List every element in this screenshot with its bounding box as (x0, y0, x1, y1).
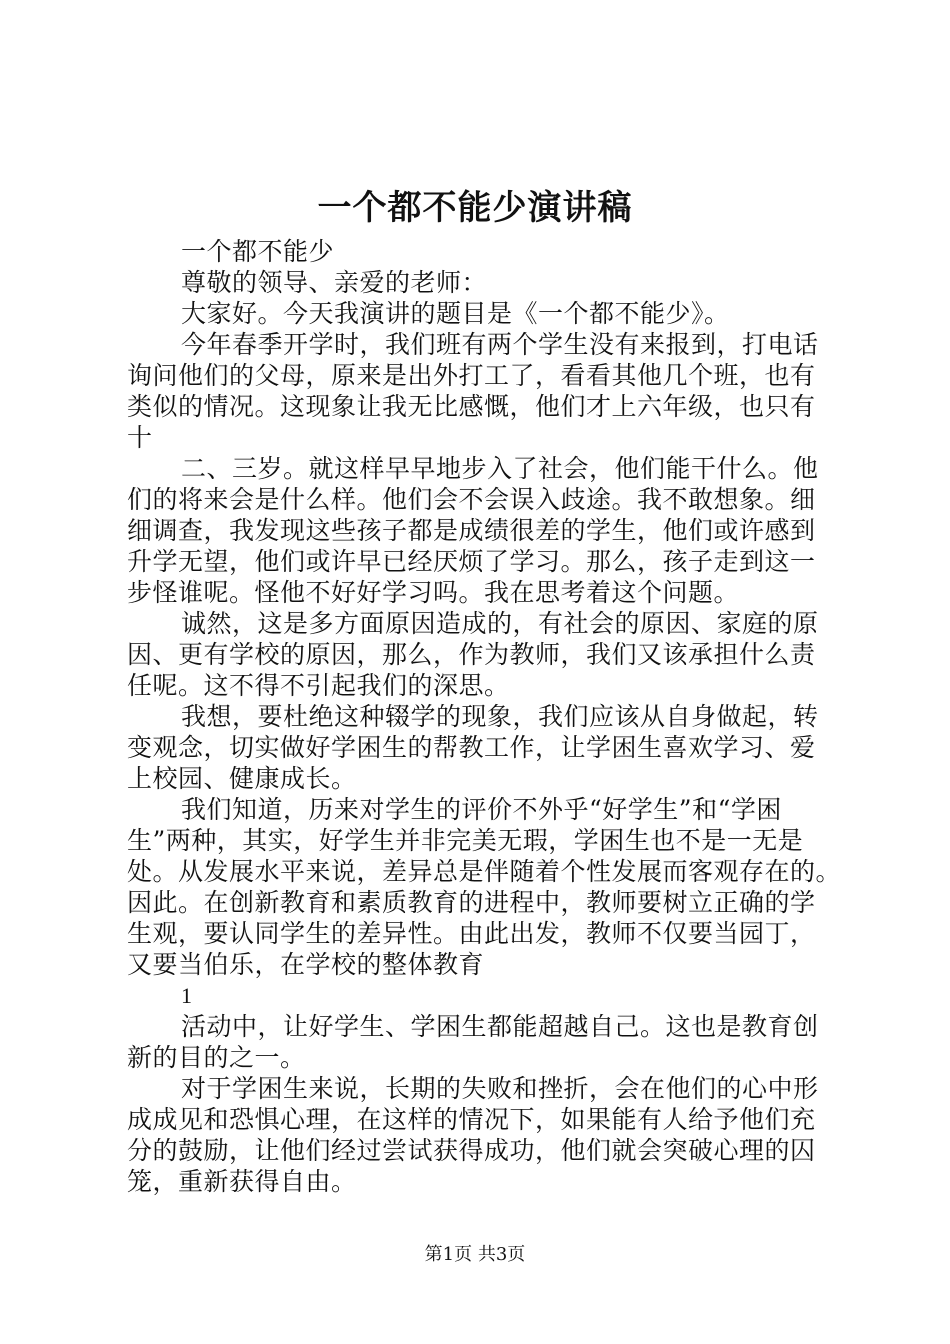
body-line: 生观，要认同学生的差异性。由此出发，教师不仅要当园丁， (127, 919, 816, 948)
body-line: 新的目的之一。 (127, 1043, 306, 1072)
body-line: 细调查，我发现这些孩子都是成绩很差的学生，他们或许感到 (127, 516, 816, 545)
body-line: 我们知道，历来对学生的评价不外乎“好学生”和“学困 (181, 795, 782, 824)
body-line: 对于学困生来说，长期的失败和挫折，会在他们的心中形 (181, 1074, 819, 1103)
body-line: 二、三岁。就这样早早地步入了社会，他们能干什么。他 (181, 454, 819, 483)
body-line: 们的将来会是什么样。他们会不会误入歧途。我不敢想象。细 (127, 485, 816, 514)
page-footer: 第1页 共3页 (424, 1244, 526, 1265)
body-line: 成成见和恐惧心理，在这样的情况下，如果能有人给予他们充 (127, 1105, 816, 1134)
body-line: 分的鼓励，让他们经过尝试获得成功，他们就会突破心理的囚 (127, 1136, 816, 1165)
inline-page-number: 1 (181, 983, 193, 1008)
body-line: 活动中，让好学生、学困生都能超越自己。这也是教育创 (181, 1012, 819, 1041)
body-line: 我想，要杜绝这种辍学的现象，我们应该从自身做起，转 (181, 702, 819, 731)
body-line: 类似的情况。这现象让我无比感慨，他们才上六年级，也只有 (127, 392, 816, 421)
body-line: 升学无望，他们或许早已经厌烦了学习。那么，孩子走到这一 (127, 547, 816, 576)
body-line: 生”两种，其实，好学生并非完美无瑕，学困生也不是一无是 (127, 826, 804, 855)
body-line: 笼，重新获得自由。 (127, 1167, 357, 1196)
body-line: 因、更有学校的原因，那么，作为教师，我们又该承担什么责 (127, 640, 816, 669)
body-line: 上校园、健康成长。 (127, 764, 357, 793)
body-line: 又要当伯乐，在学校的整体教育 (127, 950, 485, 979)
body-line: 处。从发展水平来说，差异总是伴随着个性发展而客观存在的。 (127, 857, 842, 886)
body-line: 任呢。这不得不引起我们的深思。 (127, 671, 510, 700)
document-title: 一个都不能少演讲稿 (317, 188, 633, 228)
body-line: 一个都不能少 (181, 237, 335, 266)
body-line: 步怪谁呢。怪他不好好学习吗。我在思考着这个问题。 (127, 578, 740, 607)
body-line: 今年春季开学时，我们班有两个学生没有来报到，打电话 (181, 330, 819, 359)
body-line: 十 (127, 423, 153, 452)
body-line: 尊敬的领导、亲爱的老师： (181, 268, 488, 297)
body-line: 询问他们的父母，原来是出外打工了，看看其他几个班，也有 (127, 361, 816, 390)
body-line: 诚然，这是多方面原因造成的，有社会的原因、家庭的原 (181, 609, 819, 638)
body-line: 因此。在创新教育和素质教育的进程中，教师要树立正确的学 (127, 888, 816, 917)
body-line: 大家好。今天我演讲的题目是《一个都不能少》。 (181, 299, 730, 328)
body-line: 变观念，切实做好学困生的帮教工作，让学困生喜欢学习、爱 (127, 733, 816, 762)
document-body (127, 236, 842, 1197)
